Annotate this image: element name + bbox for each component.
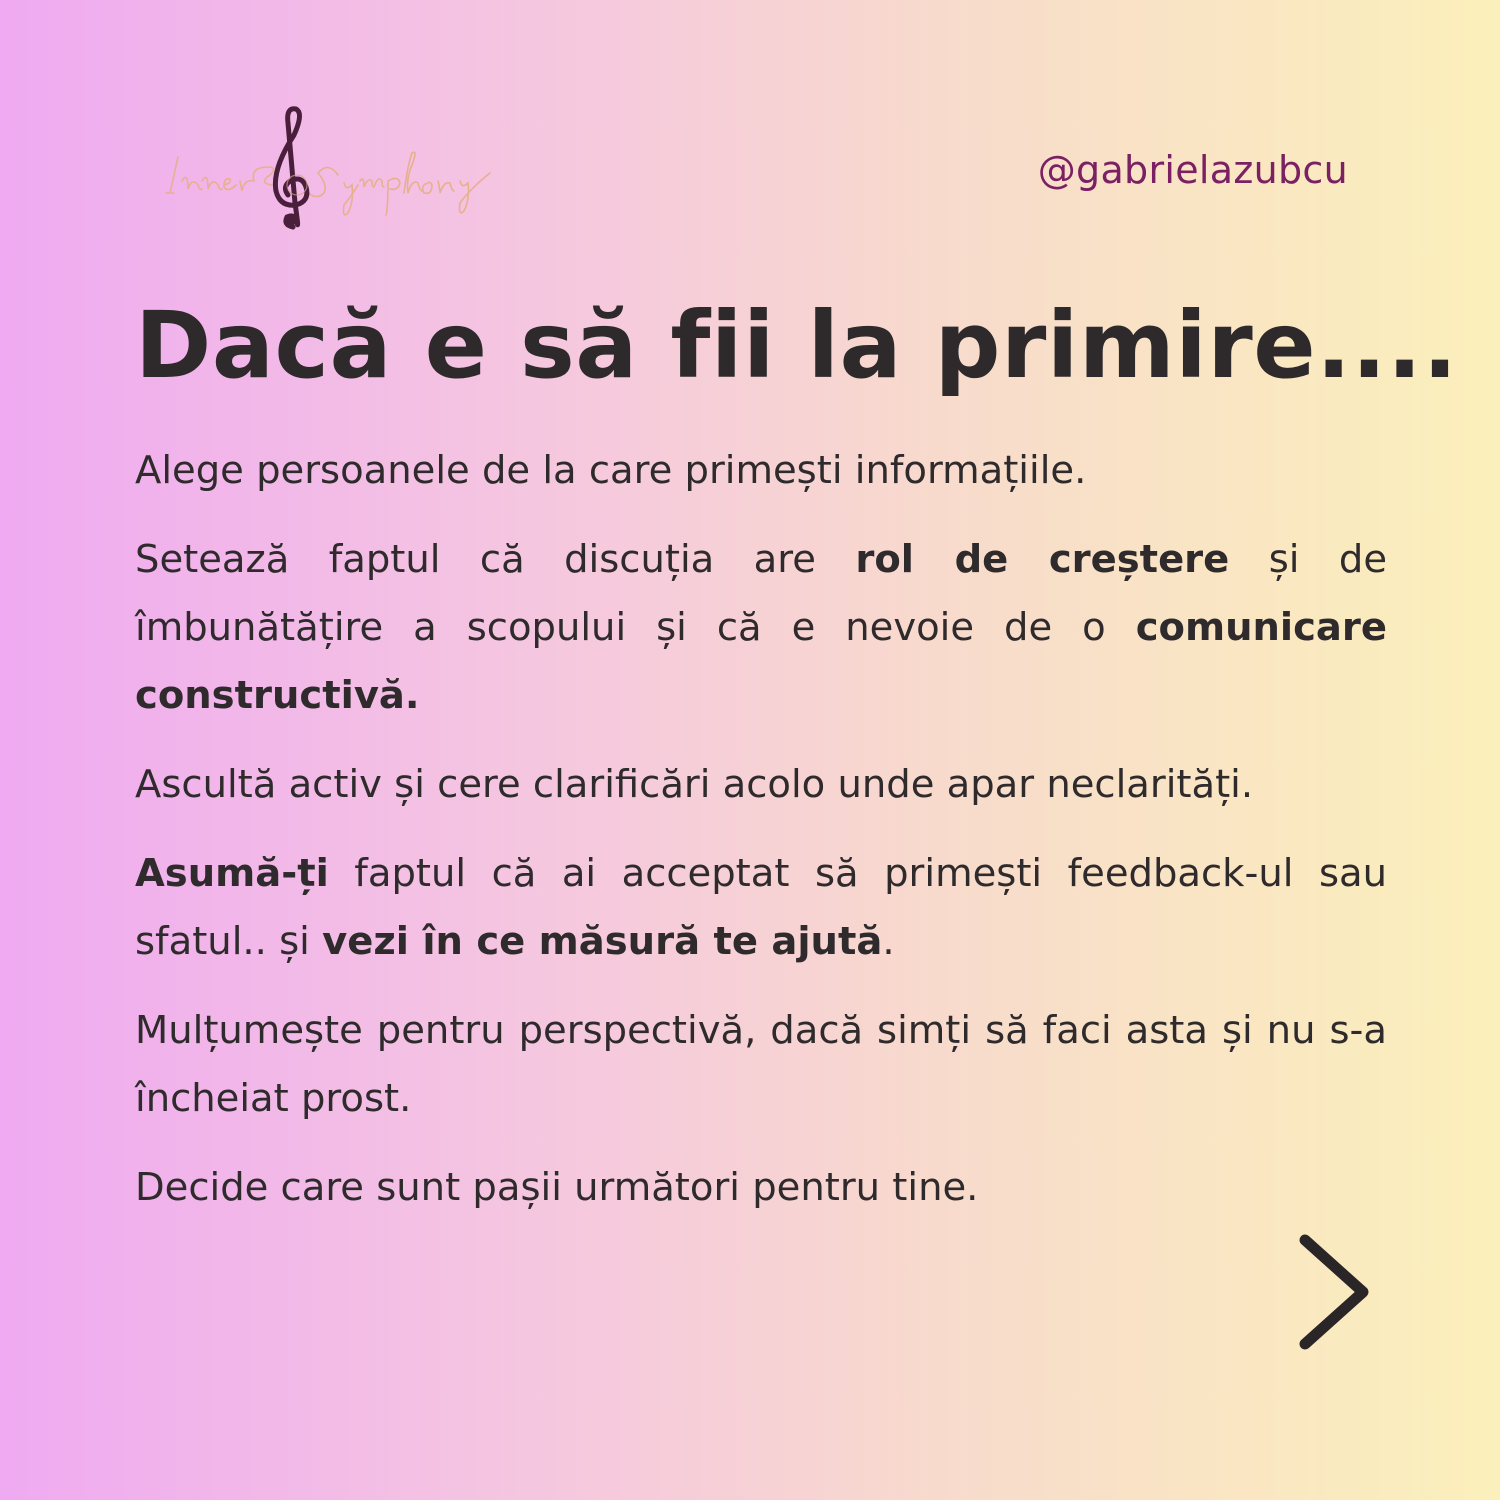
tips-content — [135, 437, 1387, 1243]
inner-symphony-logo — [160, 105, 510, 235]
tip-2-emphasis-a: rol de creștere — [855, 537, 1230, 582]
social-handle[interactable]: @gabrielazubcu — [1037, 148, 1348, 192]
tip-4-text-b: . — [882, 919, 895, 964]
tip-4-emphasis-a: Asumă-ți — [135, 851, 329, 896]
tip-2-emphasis-b: comunicare constructivă. — [135, 605, 1387, 718]
next-slide-button[interactable] — [1295, 1230, 1375, 1360]
tip-2-text-a: Setează faptul că discuția are — [135, 537, 856, 582]
tip-paragraph-5: Mulțumește pentru perspectivă, dacă simți să faci asta și nu s-a încheiat prost. — [135, 1008, 1387, 1121]
page-title: Dacă e să fii la primire.... — [135, 292, 1458, 399]
tip-paragraph-1: Alege persoanele de la care primești informațiile. — [135, 448, 1087, 493]
tip-paragraph-4 — [135, 840, 1387, 976]
tip-2-text-b: și de îmbunătățire a scopului și că e nevoie de o — [135, 537, 1388, 650]
tip-paragraph-3: Ascultă activ și cere clarificări acolo unde apar neclarități. — [135, 762, 1254, 807]
tip-paragraph-6: Decide care sunt pașii următori pentru tine. — [135, 1165, 979, 1210]
treble-clef-icon — [160, 105, 510, 235]
tip-4-text-a: faptul că ai acceptat să primești feedback-ul sau sfatul.. și — [135, 851, 1387, 964]
tip-paragraph-2 — [135, 526, 1387, 730]
chevron-right-icon — [1295, 1230, 1375, 1360]
tip-4-emphasis-b: vezi în ce măsură te ajută — [322, 919, 883, 964]
